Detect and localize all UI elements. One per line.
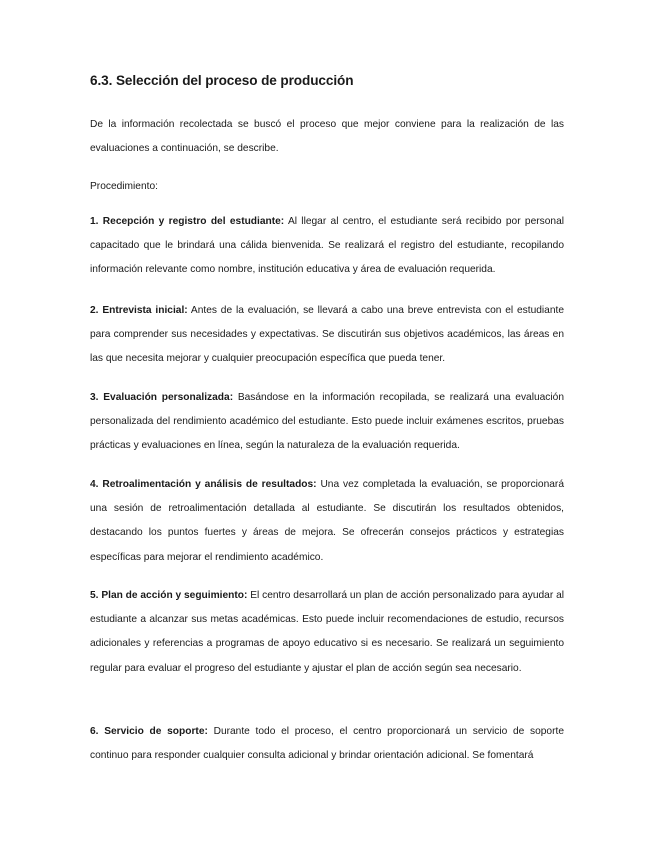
- step-title: 3. Evaluación personalizada:: [90, 392, 234, 403]
- step-text: Basándose en la información recopilada, se realizará una evaluación personalizada del rendimiento académico del estudiante. Esto puede incluir exámenes escritos, pruebas prácticas y evaluaciones en línea, según la naturaleza de la evaluación requerida.: [90, 392, 564, 452]
- step-paragraph: [90, 720, 564, 768]
- step-title: 5. Plan de acción y seguimiento:: [90, 590, 248, 601]
- procedure-label: Procedimiento:: [90, 181, 158, 192]
- step-paragraph: [90, 584, 564, 681]
- step-title: 6. Servicio de soporte:: [90, 726, 208, 737]
- step-paragraph: [90, 473, 564, 570]
- step-text: Una vez completada la evaluación, se proporcionará una sesión de retroalimentación detallada al estudiante. Se discutirán los resultados obtenidos, destacando los puntos fuertes y áreas de mejora. Se ofrecerán consejos prácticos y estrategias específicas para mejorar el rendimiento académico.: [90, 479, 564, 563]
- step-text: Durante todo el proceso, el centro proporcionará un servicio de soporte continuo para responder cualquier consulta adicional y brindar orientación adicional. Se fomentará: [90, 726, 564, 762]
- step-text: El centro desarrollará un plan de acción personalizado para ayudar al estudiante a alcanzar sus metas académicas. Esto puede incluir recomendaciones de estudio, recursos adicionales y referencias a programas de apoyo educativo si es necesario. Se realizará un seguimiento regular para evaluar el progreso del estudiante y ajustar el plan de acción según sea necesario.: [90, 590, 565, 674]
- step-title: 2. Entrevista inicial:: [90, 305, 188, 316]
- step-text: Antes de la evaluación, se llevará a cabo una breve entrevista con el estudiante para comprender sus necesidades y expectativas. Se discutirán sus objetivos académicos, las áreas en las que necesita mejorar y cualquier preocupación específica que pueda tener.: [90, 305, 564, 365]
- step-paragraph: [90, 386, 564, 459]
- section-title: 6.3. Selección del proceso de producción: [90, 73, 354, 88]
- step-paragraph: [90, 299, 564, 372]
- step-text: Al llegar al centro, el estudiante será recibido por personal capacitado que le brindará una cálida bienvenida. Se realizará el registro del estudiante, recopilando información relevante como nombre, institución educativa y área de evaluación requerida.: [90, 216, 564, 276]
- step-title: 4. Retroalimentación y análisis de resultados:: [90, 479, 317, 490]
- step-paragraph: [90, 210, 564, 283]
- step-title: 1. Recepción y registro del estudiante:: [90, 216, 285, 227]
- intro-paragraph: De la información recolectada se buscó el proceso que mejor conviene para la realización de las evaluaciones a continuación, se describe.: [90, 119, 564, 155]
